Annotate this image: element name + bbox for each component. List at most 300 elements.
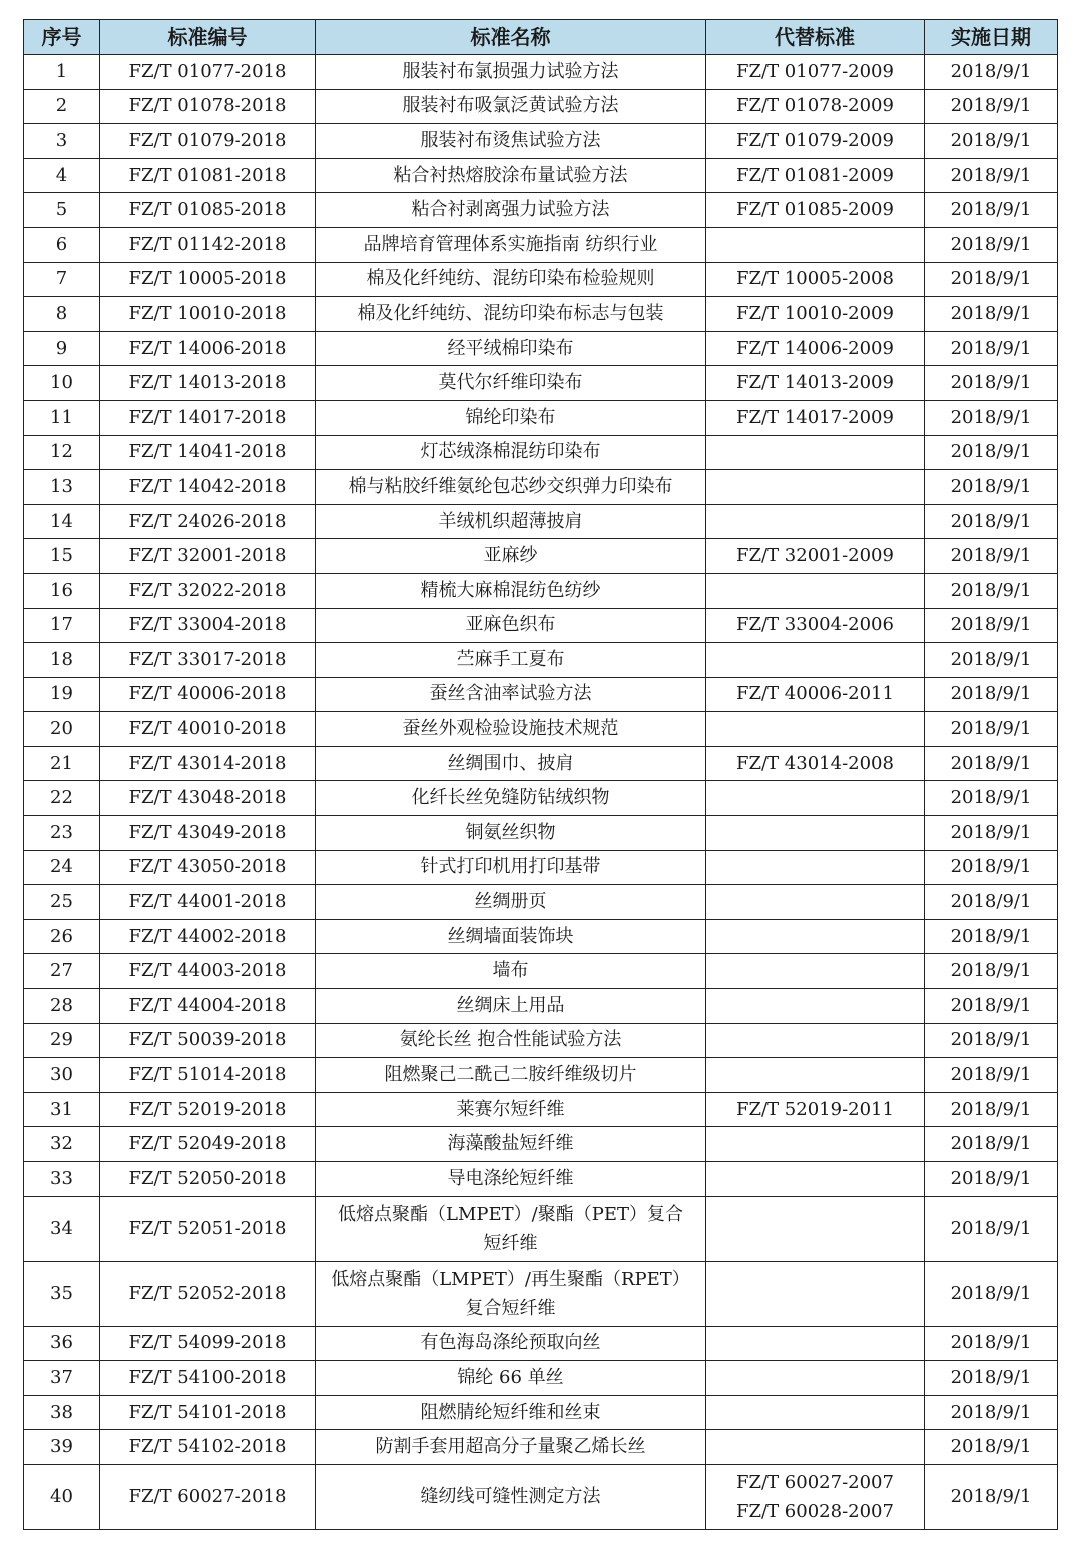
row-replace <box>706 400 925 435</box>
row-code: FZ/T 60027-2018 <box>100 1464 316 1529</box>
table-row <box>24 1127 1058 1162</box>
row-code: FZ/T 40006-2018 <box>100 677 316 712</box>
row-name <box>316 573 706 608</box>
row-no: 21 <box>24 746 100 781</box>
row-replace <box>706 193 925 228</box>
row-name <box>316 366 706 401</box>
row-replace-line: FZ/T 52019-2011 <box>736 1098 894 1120</box>
row-date: 2018/9/1 <box>925 55 1058 90</box>
row-replace-line: FZ/T 60027-2007 <box>736 1471 894 1493</box>
row-code: FZ/T 43050-2018 <box>100 850 316 885</box>
row-replace <box>706 89 925 124</box>
row-no: 3 <box>24 124 100 159</box>
row-date: 2018/9/1 <box>925 1127 1058 1162</box>
row-name-line: 氨纶长丝 抱合性能试验方法 <box>399 1029 622 1051</box>
row-no: 27 <box>24 954 100 989</box>
row-code: FZ/T 52019-2018 <box>100 1092 316 1127</box>
table-row <box>24 400 1058 435</box>
row-date: 2018/9/1 <box>925 954 1058 989</box>
table-row <box>24 989 1058 1024</box>
table-row <box>24 954 1058 989</box>
table-row <box>24 470 1058 505</box>
table-row <box>24 1261 1058 1326</box>
row-no: 4 <box>24 158 100 193</box>
row-name-line: 莱赛尔短纤维 <box>456 1098 565 1120</box>
row-name-line: 服装衬布烫焦试验方法 <box>420 129 601 151</box>
row-replace <box>706 781 925 816</box>
row-no: 30 <box>24 1058 100 1093</box>
row-code: FZ/T 52052-2018 <box>100 1261 316 1326</box>
row-date: 2018/9/1 <box>925 816 1058 851</box>
row-date: 2018/9/1 <box>925 1430 1058 1465</box>
table-row <box>24 227 1058 262</box>
row-no: 9 <box>24 331 100 366</box>
table-row <box>24 539 1058 574</box>
row-replace <box>706 746 925 781</box>
row-no: 31 <box>24 1092 100 1127</box>
row-code: FZ/T 40010-2018 <box>100 712 316 747</box>
row-code: FZ/T 44002-2018 <box>100 919 316 954</box>
row-replace <box>706 366 925 401</box>
row-name-line: 低熔点聚酯（LMPET）/再生聚酯（RPET） <box>331 1268 690 1290</box>
table-row <box>24 1326 1058 1361</box>
table-row <box>24 331 1058 366</box>
row-name-line: 服装衬布氯损强力试验方法 <box>402 60 619 82</box>
row-name-line: 化纤长丝免缝防钻绒织物 <box>411 787 610 809</box>
row-name-line: 墙布 <box>492 960 529 982</box>
row-replace <box>706 470 925 505</box>
row-no: 22 <box>24 781 100 816</box>
row-name-line: 亚麻色织布 <box>465 614 556 636</box>
row-name-line: 防割手套用超高分子量聚乙烯长丝 <box>375 1436 646 1458</box>
table-row <box>24 366 1058 401</box>
row-no: 11 <box>24 400 100 435</box>
row-name-line: 针式打印机用打印基带 <box>420 856 601 878</box>
row-no: 18 <box>24 643 100 678</box>
row-no: 24 <box>24 850 100 885</box>
row-date: 2018/9/1 <box>925 885 1058 920</box>
row-replace-line: FZ/T 10005-2008 <box>736 268 894 290</box>
row-no: 19 <box>24 677 100 712</box>
row-replace-line: FZ/T 01077-2009 <box>736 60 894 82</box>
table-row <box>24 1058 1058 1093</box>
row-date: 2018/9/1 <box>925 158 1058 193</box>
table-row <box>24 1430 1058 1465</box>
row-replace <box>706 608 925 643</box>
row-name-line: 蚕丝含油率试验方法 <box>429 683 592 705</box>
table-header <box>24 20 1058 55</box>
row-no: 26 <box>24 919 100 954</box>
table-row <box>24 89 1058 124</box>
row-no: 38 <box>24 1395 100 1430</box>
row-code: FZ/T 43048-2018 <box>100 781 316 816</box>
row-replace <box>706 539 925 574</box>
row-no: 12 <box>24 435 100 470</box>
table-row <box>24 712 1058 747</box>
row-name <box>316 262 706 297</box>
row-name-line: 精梳大麻棉混纺色纺纱 <box>420 579 601 601</box>
row-date: 2018/9/1 <box>925 1326 1058 1361</box>
row-no: 8 <box>24 297 100 332</box>
row-no: 17 <box>24 608 100 643</box>
row-name-line: 海藻酸盐短纤维 <box>447 1133 574 1155</box>
table-row <box>24 677 1058 712</box>
row-date: 2018/9/1 <box>925 400 1058 435</box>
row-replace <box>706 158 925 193</box>
row-name-line: 经平绒棉印染布 <box>447 337 574 359</box>
row-date: 2018/9/1 <box>925 608 1058 643</box>
header-date: 实施日期 <box>925 20 1058 55</box>
row-name-line: 粘合衬热熔胶涂布量试验方法 <box>393 164 628 186</box>
row-no: 34 <box>24 1196 100 1261</box>
row-name <box>316 504 706 539</box>
row-code: FZ/T 32022-2018 <box>100 573 316 608</box>
row-name <box>316 1127 706 1162</box>
row-no: 7 <box>24 262 100 297</box>
row-name <box>316 1261 706 1326</box>
row-date: 2018/9/1 <box>925 1058 1058 1093</box>
row-replace <box>706 1361 925 1396</box>
row-code: FZ/T 54102-2018 <box>100 1430 316 1465</box>
row-replace-line: FZ/T 40006-2011 <box>736 683 894 705</box>
row-code: FZ/T 24026-2018 <box>100 504 316 539</box>
row-replace-line: FZ/T 14017-2009 <box>736 406 894 428</box>
row-name <box>316 816 706 851</box>
row-replace <box>706 1261 925 1326</box>
row-code: FZ/T 44004-2018 <box>100 989 316 1024</box>
row-replace <box>706 504 925 539</box>
row-replace <box>706 677 925 712</box>
row-name-line: 铜氨丝织物 <box>465 821 556 843</box>
row-no: 2 <box>24 89 100 124</box>
row-date: 2018/9/1 <box>925 1261 1058 1326</box>
row-replace <box>706 850 925 885</box>
row-date: 2018/9/1 <box>925 504 1058 539</box>
row-name <box>316 470 706 505</box>
row-no: 20 <box>24 712 100 747</box>
table-row <box>24 193 1058 228</box>
row-name <box>316 55 706 90</box>
table-row <box>24 1092 1058 1127</box>
table-row <box>24 919 1058 954</box>
row-code: FZ/T 10010-2018 <box>100 297 316 332</box>
row-name-line: 服装衬布吸氯泛黄试验方法 <box>402 95 619 117</box>
row-name-line: 锦纶 66 单丝 <box>457 1366 564 1388</box>
row-code: FZ/T 52051-2018 <box>100 1196 316 1261</box>
row-date: 2018/9/1 <box>925 262 1058 297</box>
table-row <box>24 781 1058 816</box>
row-replace <box>706 1162 925 1197</box>
row-name <box>316 677 706 712</box>
row-code: FZ/T 33017-2018 <box>100 643 316 678</box>
table-row <box>24 1361 1058 1396</box>
row-name-line: 缝纫线可缝性测定方法 <box>420 1486 601 1508</box>
row-no: 15 <box>24 539 100 574</box>
row-code: FZ/T 43049-2018 <box>100 816 316 851</box>
row-replace-line: FZ/T 01081-2009 <box>736 164 894 186</box>
row-code: FZ/T 14006-2018 <box>100 331 316 366</box>
table-row <box>24 746 1058 781</box>
row-replace <box>706 124 925 159</box>
row-code: FZ/T 14013-2018 <box>100 366 316 401</box>
row-name-line: 短纤维 <box>483 1232 538 1254</box>
row-code: FZ/T 14042-2018 <box>100 470 316 505</box>
row-date: 2018/9/1 <box>925 573 1058 608</box>
row-code: FZ/T 01079-2018 <box>100 124 316 159</box>
row-name <box>316 989 706 1024</box>
row-code: FZ/T 01077-2018 <box>100 55 316 90</box>
table-row <box>24 608 1058 643</box>
table-row <box>24 435 1058 470</box>
row-code: FZ/T 01142-2018 <box>100 227 316 262</box>
row-replace <box>706 885 925 920</box>
row-replace <box>706 919 925 954</box>
row-name-line: 锦纶印染布 <box>465 406 556 428</box>
row-name <box>316 1162 706 1197</box>
row-replace <box>706 1058 925 1093</box>
row-replace-line: FZ/T 10010-2009 <box>736 302 894 324</box>
table-body <box>24 55 1058 1530</box>
row-name <box>316 608 706 643</box>
row-date: 2018/9/1 <box>925 643 1058 678</box>
table-row <box>24 1162 1058 1197</box>
row-name-line: 灯芯绒涤棉混纺印染布 <box>420 441 601 463</box>
row-replace <box>706 954 925 989</box>
row-code: FZ/T 52050-2018 <box>100 1162 316 1197</box>
row-replace <box>706 227 925 262</box>
row-name-line: 粘合衬剥离强力试验方法 <box>411 199 610 221</box>
row-code: FZ/T 32001-2018 <box>100 539 316 574</box>
row-replace <box>706 1023 925 1058</box>
row-name <box>316 1092 706 1127</box>
row-code: FZ/T 51014-2018 <box>100 1058 316 1093</box>
row-replace-line: FZ/T 01085-2009 <box>736 199 894 221</box>
row-date: 2018/9/1 <box>925 850 1058 885</box>
row-code: FZ/T 01081-2018 <box>100 158 316 193</box>
row-name <box>316 954 706 989</box>
table-row <box>24 643 1058 678</box>
row-no: 32 <box>24 1127 100 1162</box>
row-replace <box>706 1395 925 1430</box>
row-code: FZ/T 54099-2018 <box>100 1326 316 1361</box>
row-name <box>316 919 706 954</box>
row-date: 2018/9/1 <box>925 227 1058 262</box>
table-row <box>24 158 1058 193</box>
row-name <box>316 1430 706 1465</box>
row-name <box>316 1395 706 1430</box>
header-row <box>24 20 1058 55</box>
row-replace <box>706 1464 925 1529</box>
row-name-line: 丝绸墙面装饰块 <box>447 925 574 947</box>
row-no: 1 <box>24 55 100 90</box>
row-replace-line: FZ/T 33004-2006 <box>736 614 894 636</box>
row-date: 2018/9/1 <box>925 1395 1058 1430</box>
row-name-line: 丝绸围巾、披肩 <box>447 752 574 774</box>
row-code: FZ/T 52049-2018 <box>100 1127 316 1162</box>
row-replace <box>706 1196 925 1261</box>
row-date: 2018/9/1 <box>925 89 1058 124</box>
row-replace <box>706 262 925 297</box>
row-name-line: 棉及化纤纯纺、混纺印染布标志与包装 <box>357 302 664 324</box>
row-code: FZ/T 54101-2018 <box>100 1395 316 1430</box>
row-no: 37 <box>24 1361 100 1396</box>
row-no: 36 <box>24 1326 100 1361</box>
row-replace <box>706 1326 925 1361</box>
row-code: FZ/T 44001-2018 <box>100 885 316 920</box>
standards-table <box>23 19 1058 1530</box>
row-no: 25 <box>24 885 100 920</box>
row-replace-line: FZ/T 01079-2009 <box>736 129 894 151</box>
table-row <box>24 504 1058 539</box>
header-code: 标准编号 <box>100 20 316 55</box>
row-name-line: 有色海岛涤纶预取向丝 <box>420 1332 601 1354</box>
table-row <box>24 1023 1058 1058</box>
row-name <box>316 746 706 781</box>
row-date: 2018/9/1 <box>925 435 1058 470</box>
row-name <box>316 1464 706 1529</box>
row-replace <box>706 55 925 90</box>
row-date: 2018/9/1 <box>925 712 1058 747</box>
row-name <box>316 1058 706 1093</box>
table-row <box>24 297 1058 332</box>
row-replace <box>706 297 925 332</box>
header-name: 标准名称 <box>316 20 706 55</box>
row-date: 2018/9/1 <box>925 1196 1058 1261</box>
row-name <box>316 1326 706 1361</box>
row-date: 2018/9/1 <box>925 1361 1058 1396</box>
row-date: 2018/9/1 <box>925 366 1058 401</box>
row-name <box>316 712 706 747</box>
table-row <box>24 850 1058 885</box>
row-date: 2018/9/1 <box>925 677 1058 712</box>
row-name <box>316 539 706 574</box>
table-row <box>24 124 1058 159</box>
row-no: 14 <box>24 504 100 539</box>
row-name <box>316 850 706 885</box>
row-date: 2018/9/1 <box>925 470 1058 505</box>
row-name <box>316 89 706 124</box>
row-no: 10 <box>24 366 100 401</box>
row-replace <box>706 816 925 851</box>
row-name <box>316 1196 706 1261</box>
row-replace-line: FZ/T 43014-2008 <box>736 752 894 774</box>
row-date: 2018/9/1 <box>925 1092 1058 1127</box>
row-name-line: 丝绸册页 <box>474 891 547 913</box>
row-name-line: 棉与粘胶纤维氨纶包芯纱交织弹力印染布 <box>348 475 673 497</box>
row-name-line: 复合短纤维 <box>465 1297 556 1319</box>
row-name-line: 品牌培育管理体系实施指南 纺织行业 <box>363 233 658 255</box>
row-no: 39 <box>24 1430 100 1465</box>
row-code: FZ/T 33004-2018 <box>100 608 316 643</box>
row-no: 6 <box>24 227 100 262</box>
row-date: 2018/9/1 <box>925 331 1058 366</box>
row-replace <box>706 435 925 470</box>
header-no: 序号 <box>24 20 100 55</box>
row-name <box>316 227 706 262</box>
row-replace <box>706 643 925 678</box>
row-name-line: 阻燃聚己二酰己二胺纤维级切片 <box>384 1064 637 1086</box>
row-no: 28 <box>24 989 100 1024</box>
row-name <box>316 643 706 678</box>
row-name-line: 丝绸床上用品 <box>456 994 565 1016</box>
row-date: 2018/9/1 <box>925 746 1058 781</box>
row-name-line: 棉及化纤纯纺、混纺印染布检验规则 <box>366 268 655 290</box>
row-replace-line: FZ/T 14013-2009 <box>736 372 894 394</box>
row-replace-line: FZ/T 01078-2009 <box>736 95 894 117</box>
row-date: 2018/9/1 <box>925 1023 1058 1058</box>
row-name <box>316 297 706 332</box>
table-row <box>24 1464 1058 1529</box>
row-code: FZ/T 01078-2018 <box>100 89 316 124</box>
row-date: 2018/9/1 <box>925 1162 1058 1197</box>
row-name <box>316 193 706 228</box>
row-replace <box>706 1127 925 1162</box>
row-date: 2018/9/1 <box>925 781 1058 816</box>
table-row <box>24 55 1058 90</box>
row-date: 2018/9/1 <box>925 1464 1058 1529</box>
row-replace <box>706 331 925 366</box>
row-no: 35 <box>24 1261 100 1326</box>
row-name <box>316 400 706 435</box>
row-no: 23 <box>24 816 100 851</box>
row-name <box>316 124 706 159</box>
row-replace-line: FZ/T 32001-2009 <box>736 545 894 567</box>
row-name <box>316 158 706 193</box>
row-name-line: 羊绒机织超薄披肩 <box>438 510 583 532</box>
row-replace <box>706 1092 925 1127</box>
table-row <box>24 816 1058 851</box>
table-row <box>24 262 1058 297</box>
row-replace <box>706 712 925 747</box>
header-replace: 代替标准 <box>706 20 925 55</box>
row-replace <box>706 1430 925 1465</box>
table-row <box>24 573 1058 608</box>
row-name <box>316 1023 706 1058</box>
row-code: FZ/T 14041-2018 <box>100 435 316 470</box>
row-no: 16 <box>24 573 100 608</box>
row-no: 5 <box>24 193 100 228</box>
row-name-line: 阻燃腈纶短纤维和丝束 <box>420 1401 601 1423</box>
row-date: 2018/9/1 <box>925 124 1058 159</box>
row-code: FZ/T 54100-2018 <box>100 1361 316 1396</box>
row-name <box>316 781 706 816</box>
row-name-line: 亚麻纱 <box>483 545 538 567</box>
row-name-line: 低熔点聚酯（LMPET）/聚酯（PET）复合 <box>338 1203 683 1225</box>
row-date: 2018/9/1 <box>925 989 1058 1024</box>
table-row <box>24 1196 1058 1261</box>
row-code: FZ/T 10005-2018 <box>100 262 316 297</box>
row-no: 33 <box>24 1162 100 1197</box>
row-date: 2018/9/1 <box>925 919 1058 954</box>
table-row <box>24 1395 1058 1430</box>
row-no: 40 <box>24 1464 100 1529</box>
row-no: 13 <box>24 470 100 505</box>
row-name-line: 导电涤纶短纤维 <box>447 1167 574 1189</box>
row-name <box>316 885 706 920</box>
row-name <box>316 1361 706 1396</box>
row-date: 2018/9/1 <box>925 539 1058 574</box>
table-row <box>24 885 1058 920</box>
row-code: FZ/T 50039-2018 <box>100 1023 316 1058</box>
row-no: 29 <box>24 1023 100 1058</box>
row-date: 2018/9/1 <box>925 297 1058 332</box>
row-name <box>316 331 706 366</box>
row-name-line: 莫代尔纤维印染布 <box>438 372 583 394</box>
row-replace <box>706 573 925 608</box>
row-date: 2018/9/1 <box>925 193 1058 228</box>
row-name-line: 苎麻手工夏布 <box>456 648 565 670</box>
row-replace-line: FZ/T 14006-2009 <box>736 337 894 359</box>
